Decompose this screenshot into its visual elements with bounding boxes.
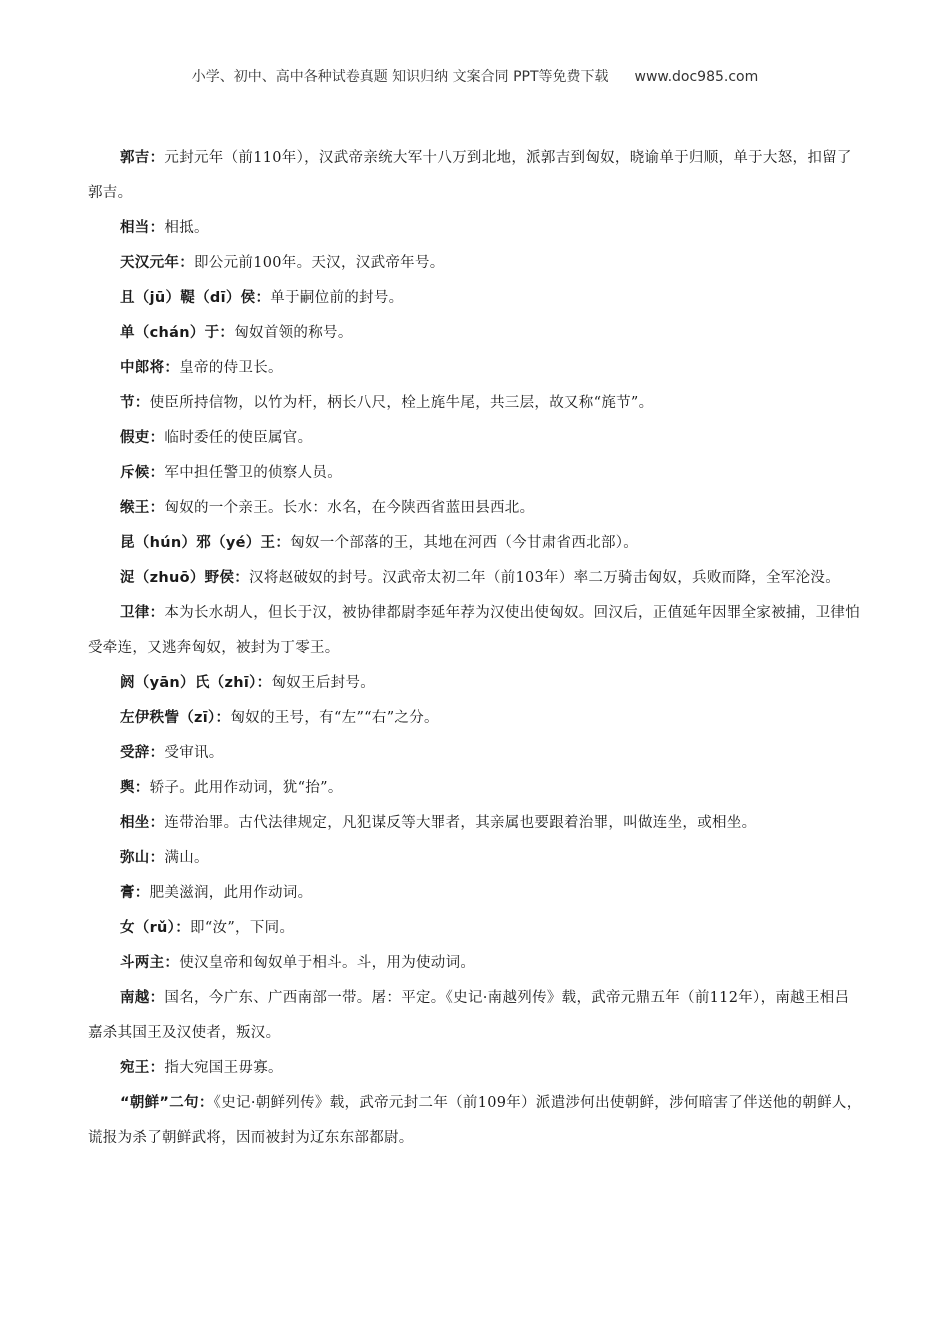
entry-text: 元封元年（前110年），汉武帝亲统大军十八万到北地，派郭吉到匈奴，晓谕单于归顺，单于大怒，扣留了郭吉。 xyxy=(88,150,852,201)
entry-term: 卫律： xyxy=(120,605,165,621)
entry-text: 连带治罪。古代法律规定，凡犯谋反等大罪者，其亲属也要跟着治罪，叫做连坐，或相坐。 xyxy=(164,815,757,831)
entry xyxy=(88,386,862,421)
entry-term: 受辞： xyxy=(120,745,165,761)
entry-text: 肥美滋润，此用作动词。 xyxy=(149,885,313,901)
entry xyxy=(88,841,862,876)
entry xyxy=(88,351,862,386)
entry-term: 浞（zhuō）野侯： xyxy=(120,570,250,586)
entry-text: 即公元前100年。天汉，汉武帝年号。 xyxy=(194,255,445,271)
entry xyxy=(88,701,862,736)
entry xyxy=(88,1051,862,1086)
entry xyxy=(88,421,862,456)
entry-text: 军中担任警卫的侦察人员。 xyxy=(164,465,343,481)
entry xyxy=(88,561,862,596)
entry xyxy=(88,211,862,246)
entry-text: 匈奴首领的称号。 xyxy=(234,325,353,341)
entry-term: 斥候： xyxy=(120,465,165,481)
entry xyxy=(88,316,862,351)
entry-term: 舆： xyxy=(120,780,150,796)
entry-text: 轿子。此用作动词，犹“抬”。 xyxy=(149,780,343,796)
entry-text: 临时委任的使臣属官。 xyxy=(164,430,313,446)
entry-term: 膏： xyxy=(120,885,150,901)
entry xyxy=(88,666,862,701)
header-site-link[interactable]: www.doc985.com xyxy=(634,69,759,85)
entry-term: 宛王： xyxy=(120,1060,165,1076)
entry-text: 汉将赵破奴的封号。汉武帝太初二年（前103年）率二万骑击匈奴，兵败而降，全军沦没。 xyxy=(249,570,841,586)
entry-term: 昆（hún）邪（yé）王： xyxy=(120,535,291,551)
entry-term: 女（rǔ）： xyxy=(120,920,191,936)
entry-term: 弥山： xyxy=(120,850,165,866)
entry-text: 相抵。 xyxy=(164,220,209,236)
entry-text: 即“汝”，下同。 xyxy=(190,920,295,936)
page-header xyxy=(0,66,950,86)
entry-text: 单于嗣位前的封号。 xyxy=(270,290,404,306)
entry-text: 国名，今广东、广西南部一带。屠：平定。《史记·南越列传》载，武帝元鼎五年（前112年），南越王相吕嘉杀其国王及汉使者，叛汉。 xyxy=(88,990,850,1041)
entry xyxy=(88,736,862,771)
entry-term: 假吏： xyxy=(120,430,165,446)
entry-text: 使臣所持信物，以竹为杆，柄长八尺，栓上旄牛尾，共三层，故又称“旄节”。 xyxy=(149,395,654,411)
entry-text: 《史记·朝鲜列传》载，武帝元封二年（前109年）派遣涉何出使朝鲜，涉何暗害了伴送他的朝鲜人，谎报为杀了朝鲜武将，因而被封为辽东东部都尉。 xyxy=(88,1095,862,1146)
entry-term: 斗两主： xyxy=(120,955,180,971)
entry-text: 皇帝的侍卫长。 xyxy=(179,360,283,376)
entry-text: 使汉皇帝和匈奴单于相斗。斗，用为使动词。 xyxy=(179,955,476,971)
entry-term: 阏（yān）氏（zhī）： xyxy=(120,675,272,691)
entry xyxy=(88,596,862,666)
entry xyxy=(88,526,862,561)
entry-term: “朝鲜”二句： xyxy=(120,1095,214,1111)
entry-term: 且（jū）鞮（dī）侯： xyxy=(120,290,271,306)
entry xyxy=(88,246,862,281)
entry xyxy=(88,806,862,841)
entry-term: 相坐： xyxy=(120,815,165,831)
entry-term: 单（chán）于： xyxy=(120,325,235,341)
entry-text: 匈奴的王号，有“左”“右”之分。 xyxy=(230,710,439,726)
entry xyxy=(88,281,862,316)
entry xyxy=(88,911,862,946)
entry xyxy=(88,981,862,1051)
entry-text: 匈奴王后封号。 xyxy=(271,675,376,691)
entry xyxy=(88,491,862,526)
entry-term: 相当： xyxy=(120,220,165,236)
entry-text: 满山。 xyxy=(164,850,209,866)
entry-text: 匈奴的一个亲王。长水：水名，在今陕西省蓝田县西北。 xyxy=(164,500,535,516)
entry-text: 本为长水胡人，但长于汉，被协律都尉李延年荐为汉使出使匈奴。回汉后，正值延年因罪全家被捕，卫律怕受牵连，又逃奔匈奴，被封为丁零王。 xyxy=(88,605,861,656)
entry xyxy=(88,141,862,211)
entry-term: 郭吉： xyxy=(120,150,165,166)
entry-text: 受审讯。 xyxy=(164,745,224,761)
entry-text: 匈奴一个部落的王，其地在河西（今甘肃省西北部）。 xyxy=(290,535,639,551)
entry-term: 缑王： xyxy=(120,500,165,516)
entry xyxy=(88,946,862,981)
entry xyxy=(88,771,862,806)
entry xyxy=(88,1086,862,1156)
header-text: 小学、初中、高中各种试卷真题 知识归纳 文案合同 PPT等免费下载 xyxy=(191,69,609,85)
entry-term: 南越： xyxy=(120,990,165,1006)
entry xyxy=(88,876,862,911)
annotation-list xyxy=(88,141,862,1156)
entry-text: 指大宛国王毋寡。 xyxy=(164,1060,283,1076)
entry-term: 天汉元年： xyxy=(120,255,194,271)
entry xyxy=(88,456,862,491)
entry-term: 节： xyxy=(120,395,150,411)
entry-term: 左伊秩訾（zī）： xyxy=(120,710,231,726)
entry-term: 中郎将： xyxy=(120,360,180,376)
